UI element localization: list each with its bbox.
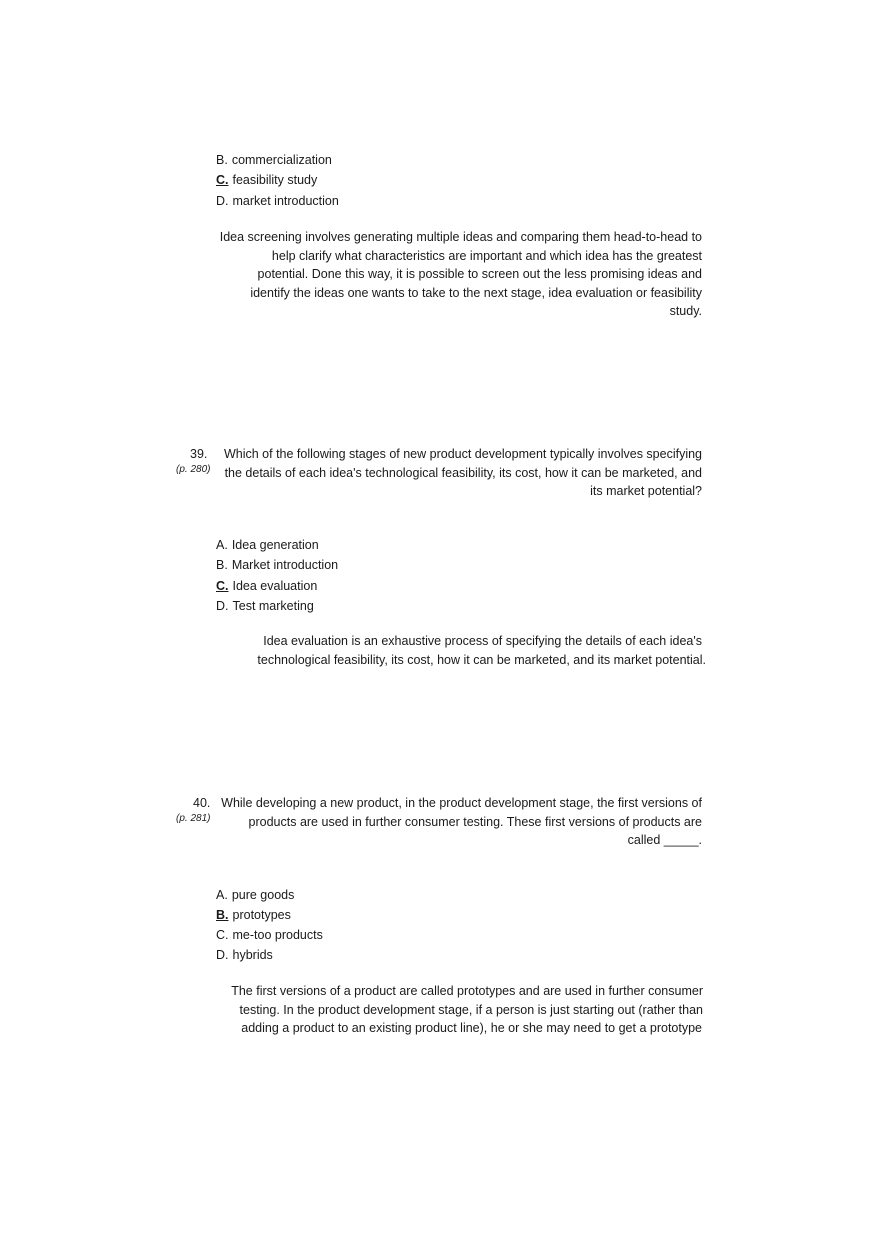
explanation [150,632,706,669]
correct-option-letter: C. [216,579,229,593]
explanation-line: The first versions of a product are called prototypes and are used in further consumer [231,984,703,998]
question-line: products are used in further consumer testing. These first versions of products are [248,814,702,829]
question-line: the details of each idea's technological feasibility, its cost, how it can be marketed, and [224,465,702,480]
option-letter: D. [216,948,229,962]
explanation-line: help clarify what characteristics are important and which idea has the greatest [271,248,702,263]
option-text: hybrids [232,948,273,962]
option-c [216,927,323,943]
page-reference: (p. 281) [176,813,211,824]
option-text: Market introduction [231,558,339,572]
option-text: market introduction [232,194,339,208]
correct-option-letter: C. [216,173,229,187]
question-line: called _____. [627,833,702,847]
option-text: Test marketing [232,599,314,613]
explanation-line: Idea screening involves generating multiple ideas and comparing them head-to-head to [219,230,702,244]
option-letter: C. [216,928,229,942]
option-c-correct [216,172,317,188]
explanation-line: identify the ideas one wants to take to the next stage, idea evaluation or feasibility [250,285,702,300]
option-text: Idea evaluation [232,579,318,593]
explanation-line: Idea evaluation is an exhaustive process of specifying the details of each idea's [263,634,702,648]
explanation-line: adding a product to an existing product line), he or she may need to get a prototype [241,1021,702,1035]
question-line: While developing a new product, in the product development stage, the first versions of [221,796,702,810]
question-text [150,794,702,850]
question-text [150,445,702,501]
option-letter: B. [216,153,228,167]
option-b [216,557,338,573]
option-text: me-too products [232,928,323,942]
question-line: Which of the following stages of new product development typically involves specifying [223,447,702,461]
option-d [216,947,273,963]
explanation-line: potential. Done this way, it is possible to screen out the less promising ideas and [257,267,702,281]
option-a [216,887,294,903]
option-b-correct [216,907,291,923]
option-b [216,152,332,168]
option-d [216,193,339,209]
option-letter: D. [216,599,229,613]
option-letter: A. [216,538,228,552]
explanation [150,228,702,321]
option-text: Idea generation [231,538,319,552]
explanation-line: testing. In the product development stage, if a person is just starting out (rather than [239,1002,703,1017]
explanation-line: study. [669,304,702,318]
option-text: feasibility study [232,173,318,187]
option-a [216,537,319,553]
option-letter: D. [216,194,229,208]
option-text: pure goods [231,888,295,902]
correct-option-letter: B. [216,908,229,922]
option-text: prototypes [232,908,291,922]
option-letter: B. [216,558,228,572]
option-d [216,598,314,614]
explanation [150,982,703,1038]
question-number: 39. [190,447,208,461]
page-reference: (p. 280) [176,464,211,475]
option-c-correct [216,578,317,594]
option-text: commercialization [231,153,332,167]
question-number: 40. [193,796,211,810]
question-line: its market potential? [590,484,702,498]
option-letter: A. [216,888,228,902]
explanation-line: technological feasibility, its cost, how it can be marketed, and its market potential. [257,652,706,667]
